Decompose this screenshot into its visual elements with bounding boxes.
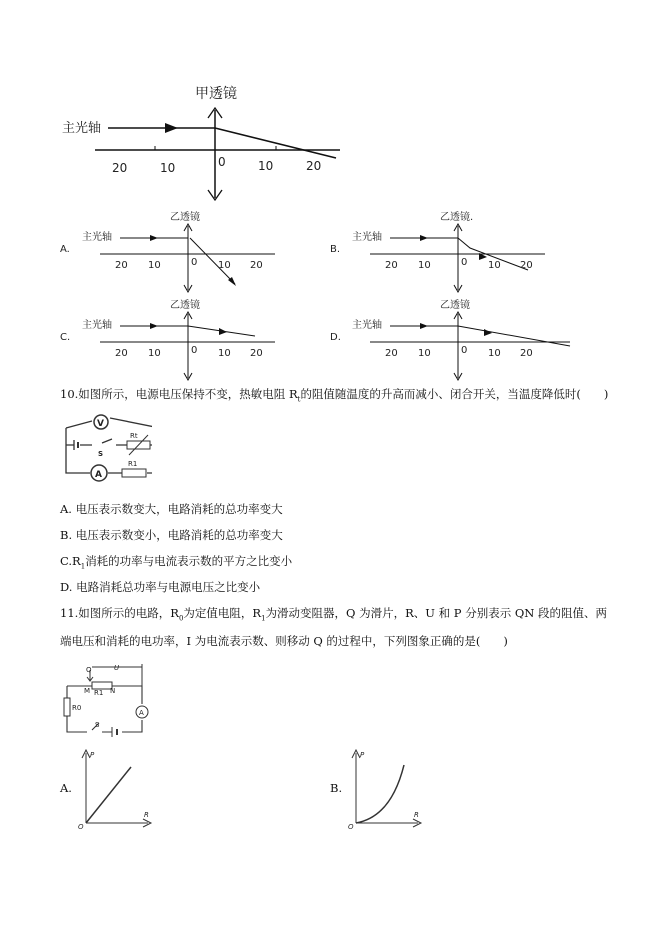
tick-label: 20 xyxy=(250,348,263,359)
tick-label: 20 xyxy=(385,348,398,359)
r0-label: R0 xyxy=(72,704,82,712)
x-axis-label: R xyxy=(414,811,419,819)
axis-label: 主光轴 xyxy=(352,320,382,331)
tick-label: 10 xyxy=(258,159,274,173)
option-diagram-C xyxy=(60,296,310,385)
lens-figure-jia xyxy=(60,80,350,205)
tick-label: 10 xyxy=(218,260,231,271)
ray-arrow-icon xyxy=(150,235,158,241)
q11-option-b-letter[interactable]: B. xyxy=(330,781,343,795)
tick-label: 20 xyxy=(520,260,533,271)
refracted-ray xyxy=(458,326,570,346)
switch-label: S xyxy=(98,450,104,458)
axis-label: 主光轴 xyxy=(352,232,382,243)
stem-text: 为滑动变阻器，Q 为滑片，R、U 和 P 分别表示 QN 段的阻值、两 xyxy=(265,606,607,620)
r1-label: R1 xyxy=(128,460,138,468)
m-label: M xyxy=(84,687,91,695)
q10-circuit-diagram xyxy=(62,413,152,488)
option-diagram-A xyxy=(60,208,310,297)
subscript: t xyxy=(297,395,301,404)
subscript: 1 xyxy=(261,614,266,623)
tick-label: 20 xyxy=(112,161,128,175)
lens-label: 乙透镜 xyxy=(170,300,200,311)
ray-arrow-icon xyxy=(165,123,178,133)
lens-diagram xyxy=(330,296,580,381)
q10-option-c[interactable] xyxy=(60,553,292,570)
voltmeter-label: V xyxy=(97,419,104,429)
tick-label: 20 xyxy=(385,260,398,271)
tick-label: 10 xyxy=(488,348,501,359)
ray-arrow-icon xyxy=(484,329,492,336)
subscript: 1 xyxy=(80,562,86,571)
lens-diagram xyxy=(60,208,310,293)
tick-label: 10 xyxy=(488,260,501,271)
q11-circuit-diagram xyxy=(62,660,167,738)
tick-label: 0 xyxy=(191,345,198,356)
tick-label: 10 xyxy=(418,348,431,359)
q11-graph-a[interactable] xyxy=(76,745,156,830)
option-prefix: C.R xyxy=(60,554,81,568)
lens-label: 乙透镜. xyxy=(440,212,474,223)
tick-label: 0 xyxy=(191,257,198,268)
u-label: U xyxy=(114,664,120,672)
y-axis-label: P xyxy=(90,751,95,759)
axis-label: 主光轴 xyxy=(82,320,112,331)
ammeter-label: A xyxy=(95,470,102,480)
rt-label: Rt xyxy=(130,432,138,440)
q10-option-d[interactable]: D. 电路消耗总功率与电源电压之比变小 xyxy=(60,580,261,594)
r1-label: R1 xyxy=(94,689,104,697)
ray-arrow-icon xyxy=(150,323,158,329)
stem-text: 的阻值随温度的升高而减小、闭合开关，当温度降低时( ) xyxy=(300,387,609,401)
tick-label: 0 xyxy=(461,257,468,268)
q11-option-a-letter[interactable]: A. xyxy=(60,781,72,795)
lens-label: 乙透镜 xyxy=(440,300,470,311)
q11-graph-b[interactable] xyxy=(346,745,426,830)
n-label: N xyxy=(110,687,116,695)
option-text: 消耗的功率与电流表示数的平方之比变小 xyxy=(85,554,293,568)
option-letter: B. xyxy=(330,244,341,255)
option-letter: C. xyxy=(60,332,71,343)
option-diagram-B xyxy=(330,208,580,297)
lens-diagram xyxy=(330,208,580,293)
origin-label: O xyxy=(348,823,354,830)
tick-label: 20 xyxy=(520,348,533,359)
tick-label: 20 xyxy=(306,159,322,173)
linear-curve xyxy=(86,767,131,823)
stem-text: 为定值电阻，R xyxy=(183,606,262,620)
ray-arrow-icon xyxy=(420,323,428,329)
option-letter: A. xyxy=(60,244,70,255)
refracted-ray xyxy=(215,128,336,158)
resistor-r1-icon xyxy=(122,469,146,477)
tick-label: 10 xyxy=(148,348,161,359)
question-10-stem xyxy=(60,386,608,403)
ray-arrow-icon xyxy=(420,235,428,241)
q10-option-a[interactable]: A. 电压表示数变大，电路消耗的总功率变大 xyxy=(60,502,283,516)
stem-text: 10.如图所示，电源电压保持不变，热敏电阻 R xyxy=(60,387,298,401)
lens-label: 乙透镜 xyxy=(170,212,200,223)
tick-label: 10 xyxy=(418,260,431,271)
ammeter-label: A xyxy=(139,709,144,717)
option-diagram-D xyxy=(330,296,580,385)
question-11-line1 xyxy=(60,605,607,622)
q-label: Q xyxy=(86,666,92,674)
rising-curve xyxy=(356,765,404,823)
y-axis-label: P xyxy=(360,751,365,759)
lens-label: 甲透镜 xyxy=(195,86,237,102)
q10-option-b[interactable]: B. 电压表示数变小，电路消耗的总功率变大 xyxy=(60,528,283,542)
axis-label: 主光轴 xyxy=(82,232,112,243)
s-label: S xyxy=(95,721,100,729)
tick-label: 20 xyxy=(115,260,128,271)
x-axis-label: R xyxy=(144,811,149,819)
axis-label: 主光轴 xyxy=(62,121,102,136)
tick-label: 10 xyxy=(218,348,231,359)
stem-text: 11.如图所示的电路，R xyxy=(60,606,179,620)
resistor-r0-icon xyxy=(64,698,70,716)
ray-arrow-icon xyxy=(219,328,227,335)
tick-label: 10 xyxy=(148,260,161,271)
tick-label: 20 xyxy=(115,348,128,359)
lens-diagram xyxy=(60,296,310,381)
question-11-line2: 端电压和消耗的电功率，I 为电流表示数、则移动 Q 的过程中，下列图象正确的是( ) xyxy=(60,634,508,648)
tick-label: 0 xyxy=(218,155,226,169)
tick-label: 0 xyxy=(461,345,468,356)
origin-label: O xyxy=(78,823,84,830)
option-letter: D. xyxy=(330,332,341,343)
subscript: 0 xyxy=(178,614,184,623)
rheostat-r1-icon xyxy=(92,682,112,689)
tick-label: 10 xyxy=(160,161,176,175)
tick-label: 20 xyxy=(250,260,263,271)
